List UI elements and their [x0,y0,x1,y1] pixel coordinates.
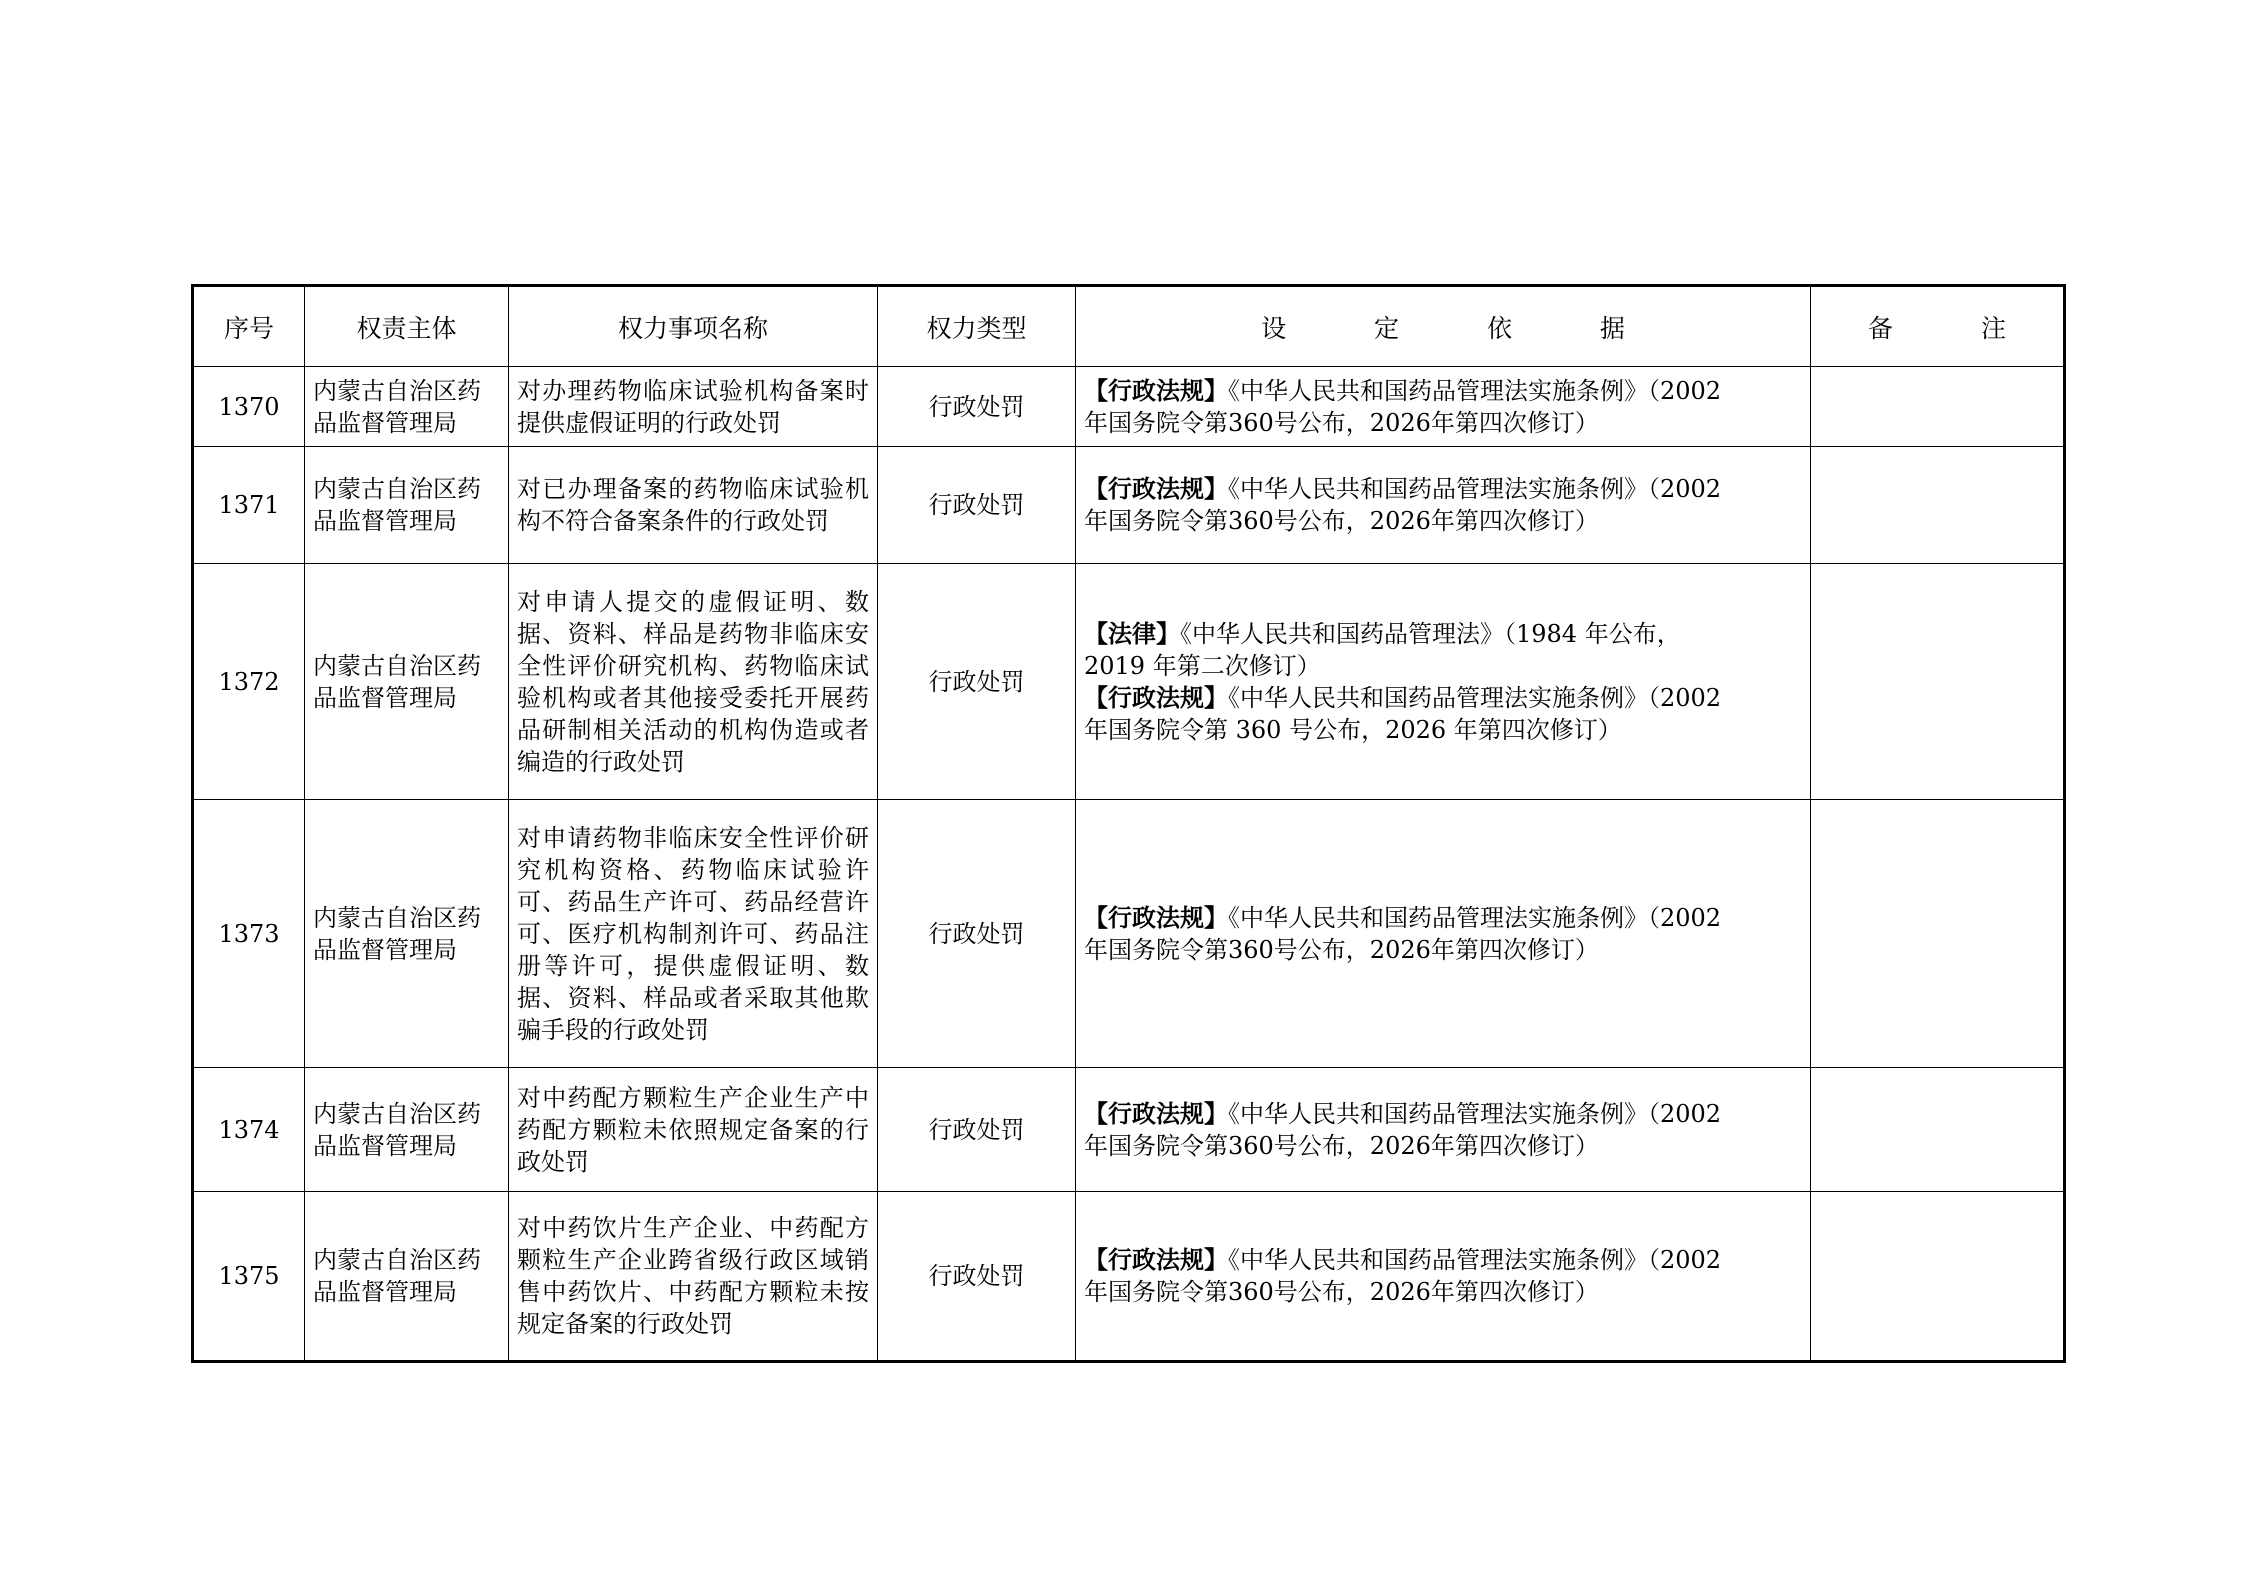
row-power-type: 行政处罚 [878,447,1076,564]
row-power-type: 行政处罚 [878,367,1076,447]
basis-category: 【行政法规】 [1084,682,1228,712]
row-subject: 内蒙古自治区药品监督管理局 [305,564,509,800]
basis-category: 【行政法规】 [1084,1245,1228,1274]
header-subject: 权责主体 [305,286,509,367]
header-remarks [1811,286,2065,367]
row-subject: 内蒙古自治区药品监督管理局 [305,367,509,447]
basis-line [1084,934,1802,966]
basis-text: 《中华人民共和国药品管理法》（1984 年公布， [1180,619,1681,648]
row-remarks [1811,564,2065,800]
header-num: 序号 [193,286,305,367]
row-item-name: 对申请人提交的虚假证明、数据、资料、样品是药物非临床安全性评价研究机构、药物临床试验机构或者其他接受委托开展药品研制相关活动的机构伪造或者编造的行政处罚 [509,564,878,800]
table-row [193,564,2065,800]
basis-text: 年国务院令第360号公布，2026年第四次修订） [1084,408,1599,437]
basis-line [1084,1130,1802,1162]
basis-line [1084,375,1802,407]
basis-text: 《中华人民共和国药品管理法实施条例》（2002 [1228,903,1722,932]
row-remarks [1811,447,2065,564]
row-number: 1374 [193,1068,305,1192]
row-basis [1076,1192,1811,1362]
basis-text: 《中华人民共和国药品管理法实施条例》（2002 [1228,1246,1722,1274]
basis-text: 年国务院令第360号公布，2026年第四次修订） [1084,1278,1599,1306]
basis-line [1084,714,1802,746]
basis-line [1084,1276,1802,1308]
row-basis [1076,800,1811,1068]
basis-line [1084,407,1802,439]
basis-line [1084,682,1802,714]
basis-text: 年国务院令第 360 号公布，2026 年第四次修订） [1084,715,1622,744]
row-number: 1375 [193,1192,305,1362]
basis-text: 2019 年第二次修订） [1084,651,1321,680]
basis-line [1084,473,1802,505]
row-item-name: 对已办理备案的药物临床试验机构不符合备案条件的行政处罚 [509,447,878,564]
row-power-type: 行政处罚 [878,800,1076,1068]
row-remarks [1811,800,2065,1068]
basis-line [1084,902,1802,934]
basis-category: 【行政法规】 [1084,902,1228,932]
table-row [193,367,2065,447]
power-list-table [191,284,2066,1363]
basis-text: 年国务院令第360号公布，2026年第四次修订） [1084,507,1599,535]
row-item-name: 对申请药物非临床安全性评价研究机构资格、药物临床试验许可、药品生产许可、药品经营许可、医疗机构制剂许可、药品注册等许可，提供虚假证明、数据、资料、样品或者采取其他欺骗手段的行政处罚 [509,800,878,1068]
basis-line [1084,1244,1802,1276]
row-item-name: 对中药配方颗粒生产企业生产中药配方颗粒未依照规定备案的行政处罚 [509,1068,878,1192]
table-row [193,1068,2065,1192]
basis-text: 《中华人民共和国药品管理法实施条例》（2002 [1228,376,1722,405]
header-remarks-label: 备 注 [1868,313,2046,343]
row-item-name: 对办理药物临床试验机构备案时提供虚假证明的行政处罚 [509,367,878,447]
row-number: 1372 [193,564,305,800]
table-row [193,1192,2065,1362]
row-power-type: 行政处罚 [878,1192,1076,1362]
row-subject: 内蒙古自治区药品监督管理局 [305,800,509,1068]
row-number: 1370 [193,367,305,447]
basis-line [1084,650,1802,682]
basis-text: 《中华人民共和国药品管理法实施条例》（2002 [1228,683,1722,712]
header-basis-label: 设 定 依 据 [1261,313,1665,343]
header-item: 权力事项名称 [509,286,878,367]
basis-text: 年国务院令第360号公布，2026年第四次修订） [1084,935,1599,964]
table-header-row [193,286,2065,367]
header-type: 权力类型 [878,286,1076,367]
basis-text: 年国务院令第360号公布，2026年第四次修订） [1084,1131,1599,1160]
row-basis [1076,564,1811,800]
basis-category: 【行政法规】 [1084,1098,1228,1128]
row-subject: 内蒙古自治区药品监督管理局 [305,447,509,564]
row-power-type: 行政处罚 [878,1068,1076,1192]
row-remarks [1811,367,2065,447]
row-basis [1076,447,1811,564]
row-basis [1076,367,1811,447]
row-number: 1371 [193,447,305,564]
row-basis [1076,1068,1811,1192]
table-row [193,800,2065,1068]
basis-line [1084,505,1802,537]
table-row [193,447,2065,564]
basis-category: 【行政法规】 [1084,474,1228,503]
row-number: 1373 [193,800,305,1068]
row-subject: 内蒙古自治区药品监督管理局 [305,1192,509,1362]
row-item-name: 对中药饮片生产企业、中药配方颗粒生产企业跨省级行政区域销售中药饮片、中药配方颗粒未按规定备案的行政处罚 [509,1192,878,1362]
basis-category: 【法律】 [1084,618,1180,648]
basis-category: 【行政法规】 [1084,375,1228,405]
row-remarks [1811,1192,2065,1362]
basis-line [1084,618,1802,650]
basis-line [1084,1098,1802,1130]
row-remarks [1811,1068,2065,1192]
header-basis [1076,286,1811,367]
row-subject: 内蒙古自治区药品监督管理局 [305,1068,509,1192]
basis-text: 《中华人民共和国药品管理法实施条例》（2002 [1228,475,1722,503]
row-power-type: 行政处罚 [878,564,1076,800]
basis-text: 《中华人民共和国药品管理法实施条例》（2002 [1228,1099,1722,1128]
